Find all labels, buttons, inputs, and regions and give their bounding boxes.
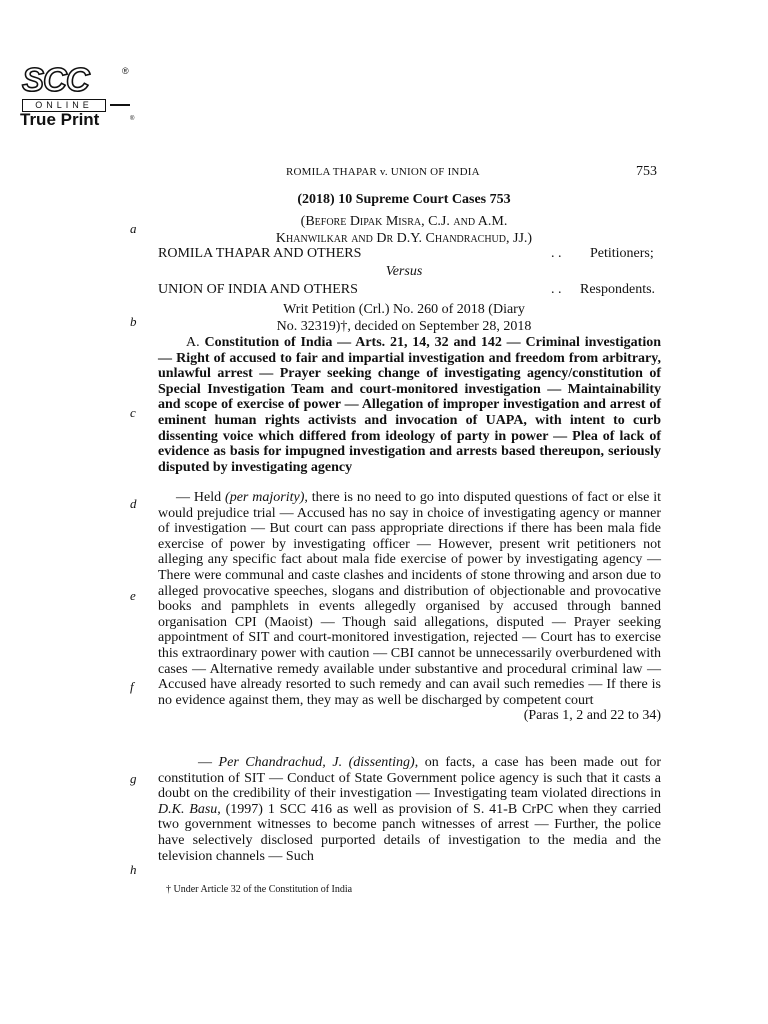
headnote-a <box>158 335 661 475</box>
petition-line-1: Writ Petition (Crl.) No. 260 of 2018 (Diary <box>283 302 525 317</box>
petition-line-2: No. 32319)†, decided on September 28, 2018 <box>276 319 532 334</box>
scc-online-logo <box>18 61 135 129</box>
headnote-a-label: A. <box>186 335 200 350</box>
margin-letter-b: b <box>130 314 137 329</box>
petitioner-dots: . . <box>551 246 562 261</box>
logo-registered-mark: ® <box>122 66 129 76</box>
petitioner-role: Petitioners; <box>590 246 654 261</box>
logo-scc-text: SCC <box>22 61 89 98</box>
respondent-name: UNION OF INDIA AND OTHERS <box>158 282 358 297</box>
bench-line-2: Khanwilkar and Dr D.Y. Chandrachud, JJ.) <box>275 231 533 246</box>
headnote-a-text: Constitution of India — Arts. 21, 14, 32 and 142 — Criminal investigation — Right of accused to fair and impartial investigation and freedom from arbitrary, unlawful arrest — Prayer seeking change of investigating agency/constitution of Special Investigation Team and court-monitored investigation — Maintainability and scope of exercise of power — Allegation of improper investigation and arrest of eminent human rights activists and invocation of UAPA, with intent to curb dissenting voice which differed from ideology of party in power — Plea of lack of evidence as basis for impugned investigation and arrests based thereupon, seriously disputed by investigating agency <box>158 335 661 475</box>
margin-letter-d: d <box>130 496 137 511</box>
margin-letter-g: g <box>130 771 137 786</box>
held-paragraph <box>158 490 661 724</box>
logo-decor-bar <box>110 104 130 106</box>
dissent-paragraph <box>158 755 661 864</box>
margin-letter-h: h <box>130 862 137 877</box>
held-paras-reference: (Paras 1, 2 and 22 to 34) <box>523 708 661 724</box>
margin-letter-c: c <box>130 405 136 420</box>
held-prefix: — Held <box>176 490 222 505</box>
margin-letter-a: a <box>130 221 137 236</box>
page-number: 753 <box>636 164 657 179</box>
margin-letter-f: f <box>130 679 134 694</box>
dissent-text-2: , (1997) 1 SCC 416 as well as provision of S. 41-B CrPC when they carried two government witnesses to become panch witnesses of arrest — Further, the police have selectively disclosed purported details of investigation to the media and the television channels — Such <box>158 801 661 864</box>
held-text: , there is no need to go into disputed questions of fact or else it would prejudice trial — Accused has no say in choice of investigating agency or manner of investigation — But court can pass appropriate directions if there has been mala fide exercise of power by investigating officer — However, present writ petitioners not alleging any specific fact about mala fide exercise of power by investigating agency — There were communal and caste clashes and incidents of stone throwing and arson due to alleged provocative speeches, slogans and distribution of objectionable and provocative books and pamphlets in events allegedly organised by accused through banned organisation CPI (Maoist) — Though said allegations, disputed — Prayer seeking appointment of SIT and court-monitored investigation, rejected — Court has to exercise this extraordinary power with caution — CBI cannot be unnecessarily overburdened with cases — Alternative remedy available under substantive and procedural criminal law — Accused have already resorted to such remedy and can avail such remedies — If there is no evidence against them, they may as well be discharged by competent court <box>158 490 662 708</box>
petitioner-name: ROMILA THAPAR AND OTHERS <box>158 246 362 261</box>
logo-online-text: ONLINE <box>22 99 106 112</box>
margin-letter-e: e <box>130 588 136 603</box>
bench-line-1: (Before Dipak Misra, C.J. and A.M. <box>300 214 508 229</box>
dissent-judge: Per Chandrachud, J. (dissenting) <box>218 755 415 770</box>
versus-label: Versus <box>385 264 423 279</box>
running-head: ROMILA THAPAR v. UNION OF INDIA <box>286 166 480 178</box>
logo-trueprint-text: True Print <box>20 110 100 129</box>
respondent-dots: . . <box>551 282 562 297</box>
dissent-text-1: , on facts, a case has been made out for constitution of SIT — Conduct of State Government police agency is such that it casts a doubt on the credibility of their investigation — Investigating team violated directions in <box>158 755 661 802</box>
logo-trademark: ® <box>130 116 135 122</box>
held-majority: (per majority) <box>225 490 305 505</box>
footnote: † Under Article 32 of the Constitution of India <box>166 884 353 895</box>
dissent-prefix: — <box>198 755 212 770</box>
dissent-case-name: D.K. Basu <box>158 801 218 817</box>
case-citation: (2018) 10 Supreme Court Cases 753 <box>297 192 511 207</box>
respondent-role: Respondents. <box>580 282 656 297</box>
